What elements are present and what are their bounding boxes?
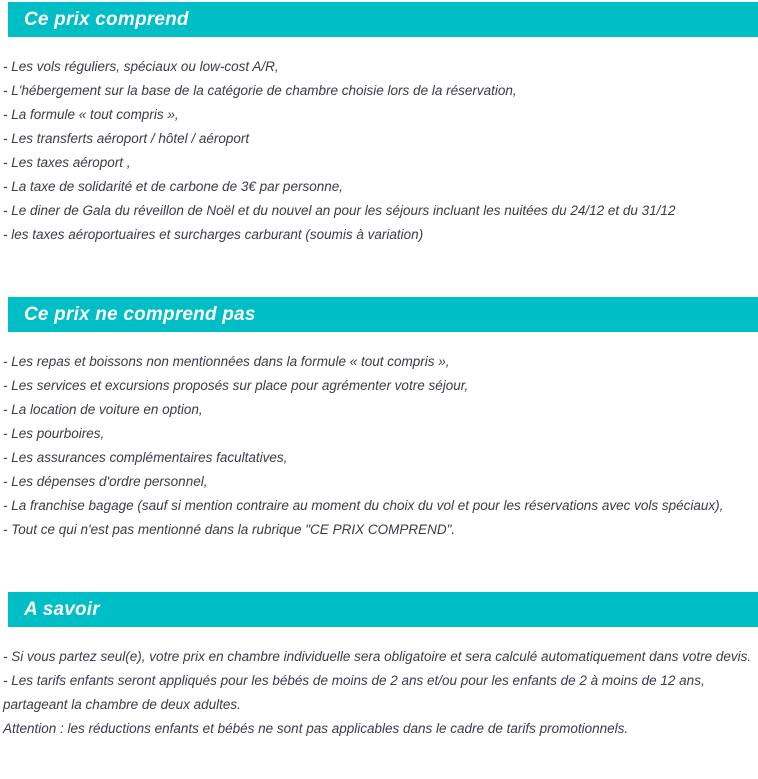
section-price-included — [0, 2, 758, 247]
section-good-to-know-header — [8, 592, 758, 627]
section-title: Ce prix ne comprend pas — [24, 303, 256, 325]
info-line: - Les tarifs enfants seront appliqués pour les bébés de moins de 2 ans et/ou pour les enfants de 2 à moins de 12 ans, partageant la chambre de deux adultes. — [3, 673, 705, 712]
info-line: - La franchise bagage (sauf si mention contraire au moment du choix du vol et pour les réservations avec vols spéciaux), — [3, 498, 724, 513]
info-line: - La location de voiture en option, — [3, 402, 203, 417]
section-title: A savoir — [24, 598, 100, 620]
section-good-to-know-body — [0, 627, 758, 741]
info-line: - Les repas et boissons non mentionnées dans la formule « tout compris », — [3, 354, 450, 369]
info-line: - La formule « tout compris », — [3, 107, 179, 122]
info-line: Attention : les réductions enfants et bébés ne sont pas applicables dans le cadre de tarifs promotionnels. — [3, 721, 629, 736]
info-line: - Les assurances complémentaires facultatives, — [3, 450, 288, 465]
section-title: Ce prix comprend — [24, 8, 189, 30]
info-line: - Le diner de Gala du réveillon de Noël et du nouvel an pour les séjours incluant les nuitées du 24/12 et du 31/12 — [3, 203, 676, 218]
info-line: - Les pourboires, — [3, 426, 105, 441]
info-line: - Les transferts aéroport / hôtel / aéroport — [3, 131, 250, 146]
section-price-not-included — [0, 297, 758, 542]
info-line: - Si vous partez seul(e), votre prix en chambre individuelle sera obligatoire et sera calculé automatiquement dans votre devis. — [3, 649, 752, 664]
info-line: - Les vols réguliers, spéciaux ou low-cost A/R, — [3, 59, 279, 74]
info-line: - les taxes aéroportuaires et surcharges carburant (soumis à variation) — [3, 227, 424, 242]
info-line: - Les services et excursions proposés sur place pour agrémenter votre séjour, — [3, 378, 469, 393]
info-line: - L'hébergement sur la base de la catégorie de chambre choisie lors de la réservation, — [3, 83, 517, 98]
info-line: - Les dépenses d'ordre personnel, — [3, 474, 208, 489]
section-price-included-body — [0, 37, 758, 247]
section-price-not-included-body — [0, 332, 758, 542]
info-line: - Tout ce qui n'est pas mentionné dans la rubrique "CE PRIX COMPREND". — [3, 522, 456, 537]
info-line: - Les taxes aéroport , — [3, 155, 131, 170]
info-line: - La taxe de solidarité et de carbone de 3€ par personne, — [3, 179, 343, 194]
section-price-not-included-header — [8, 297, 758, 332]
section-good-to-know — [0, 592, 758, 741]
section-price-included-header — [8, 2, 758, 37]
